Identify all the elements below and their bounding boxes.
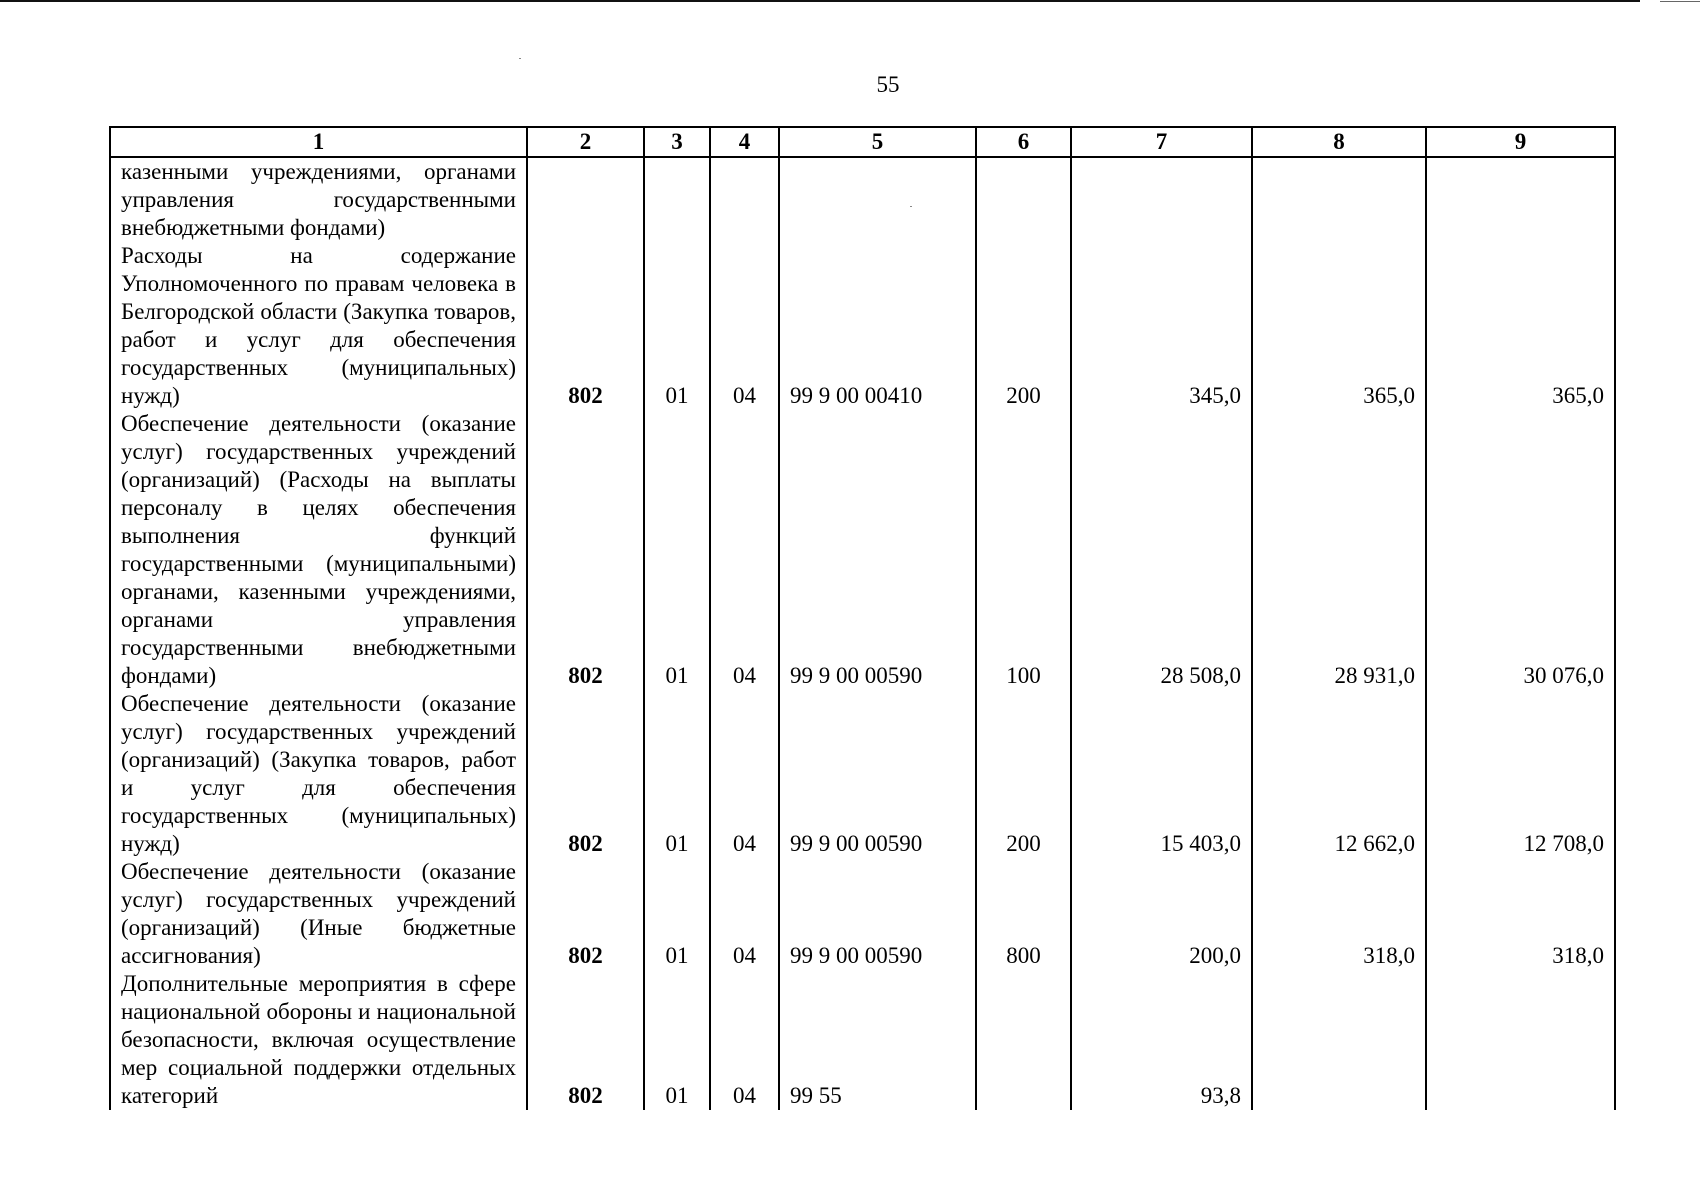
- cell-col-6: 200: [976, 690, 1071, 858]
- cell-col-6: 200: [976, 242, 1071, 410]
- cell-col-6: [976, 157, 1071, 242]
- scan-speck: [519, 58, 521, 59]
- cell-col-5: 99 9 00 00590: [779, 858, 976, 970]
- table-row: [110, 970, 1615, 1110]
- header-col-7: 7: [1071, 127, 1252, 157]
- cell-col-3: 01: [644, 410, 710, 690]
- header-col-9: 9: [1426, 127, 1615, 157]
- cell-col-7: 200,0: [1071, 858, 1252, 970]
- cell-col-5: 99 9 00 00410: [779, 242, 976, 410]
- cell-col-7: 15 403,0: [1071, 690, 1252, 858]
- cell-col-7: 28 508,0: [1071, 410, 1252, 690]
- cell-col-8: 365,0: [1252, 242, 1426, 410]
- cell-col-9: 365,0: [1426, 242, 1615, 410]
- cell-col-5: 99 55: [779, 970, 976, 1110]
- cell-col-6: 100: [976, 410, 1071, 690]
- cell-col-6: [976, 970, 1071, 1110]
- cell-col-8: [1252, 157, 1426, 242]
- cell-col-2: 802: [527, 410, 644, 690]
- header-col-4: 4: [710, 127, 779, 157]
- cell-col-8: [1252, 970, 1426, 1110]
- row-description: Дополнительные мероприятия в сфере национальной обороны и национальной безопасности, включая осуществление мер социальной поддержки отдельных категорий: [110, 970, 527, 1110]
- cell-col-8: 12 662,0: [1252, 690, 1426, 858]
- cell-col-9: 30 076,0: [1426, 410, 1615, 690]
- header-col-3: 3: [644, 127, 710, 157]
- cell-col-2: 802: [527, 242, 644, 410]
- cell-col-9: 318,0: [1426, 858, 1615, 970]
- cell-col-2: 802: [527, 690, 644, 858]
- cell-col-4: 04: [710, 242, 779, 410]
- cell-col-2: 802: [527, 970, 644, 1110]
- table-row: [110, 858, 1615, 970]
- cell-col-6: 800: [976, 858, 1071, 970]
- table-row: [110, 690, 1615, 858]
- cell-col-4: 04: [710, 858, 779, 970]
- cell-col-7: [1071, 157, 1252, 242]
- cell-col-2: 802: [527, 858, 644, 970]
- cell-col-4: [710, 157, 779, 242]
- table-row: [110, 410, 1615, 690]
- top-border-rule: [0, 0, 1640, 2]
- row-description: Обеспечение деятельности (оказание услуг) государственных учреждений (организаций) (Иные бюджетные ассигнования): [110, 858, 527, 970]
- header-col-6: 6: [976, 127, 1071, 157]
- header-col-2: 2: [527, 127, 644, 157]
- cell-col-2: [527, 157, 644, 242]
- cell-col-7: 345,0: [1071, 242, 1252, 410]
- header-col-5: 5: [779, 127, 976, 157]
- cell-col-8: 318,0: [1252, 858, 1426, 970]
- budget-table: [109, 126, 1616, 1110]
- cell-col-3: 01: [644, 690, 710, 858]
- cell-col-5: 99 9 00 00590: [779, 690, 976, 858]
- table-row: [110, 157, 1615, 242]
- cell-col-7: 93,8: [1071, 970, 1252, 1110]
- cell-col-3: 01: [644, 242, 710, 410]
- table-row: [110, 242, 1615, 410]
- cell-col-9: 12 708,0: [1426, 690, 1615, 858]
- cell-col-5: [779, 157, 976, 242]
- cell-col-4: 04: [710, 690, 779, 858]
- page-number: 55: [876, 72, 900, 97]
- cell-col-3: 01: [644, 858, 710, 970]
- row-description: Расходы на содержание Уполномоченного по правам человека в Белгородской области (Закупка товаров, работ и услуг для обеспечения государственных (муниципальных) нужд): [110, 242, 527, 410]
- cell-col-9: [1426, 970, 1615, 1110]
- cell-col-3: [644, 157, 710, 242]
- header-col-8: 8: [1252, 127, 1426, 157]
- cell-col-5: 99 9 00 00590: [779, 410, 976, 690]
- row-description: Обеспечение деятельности (оказание услуг) государственных учреждений (организаций) (Расходы на выплаты персоналу в целях обеспечения выполнения функций государственными (муниципальными) органами, казенными учреждениями, органами управления государственными внебюджетными фондами): [110, 410, 527, 690]
- cell-col-9: [1426, 157, 1615, 242]
- cell-col-4: 04: [710, 970, 779, 1110]
- header-col-1: 1: [110, 127, 527, 157]
- header-row: [110, 127, 1615, 157]
- row-description: казенными учреждениями, органами управления государственными внебюджетными фондами): [110, 157, 527, 242]
- top-border-tail: [1660, 1, 1700, 2]
- cell-col-4: 04: [710, 410, 779, 690]
- row-description: Обеспечение деятельности (оказание услуг) государственных учреждений (организаций) (Закупка товаров, работ и услуг для обеспечения государственных (муниципальных) нужд): [110, 690, 527, 858]
- cell-col-3: 01: [644, 970, 710, 1110]
- cell-col-8: 28 931,0: [1252, 410, 1426, 690]
